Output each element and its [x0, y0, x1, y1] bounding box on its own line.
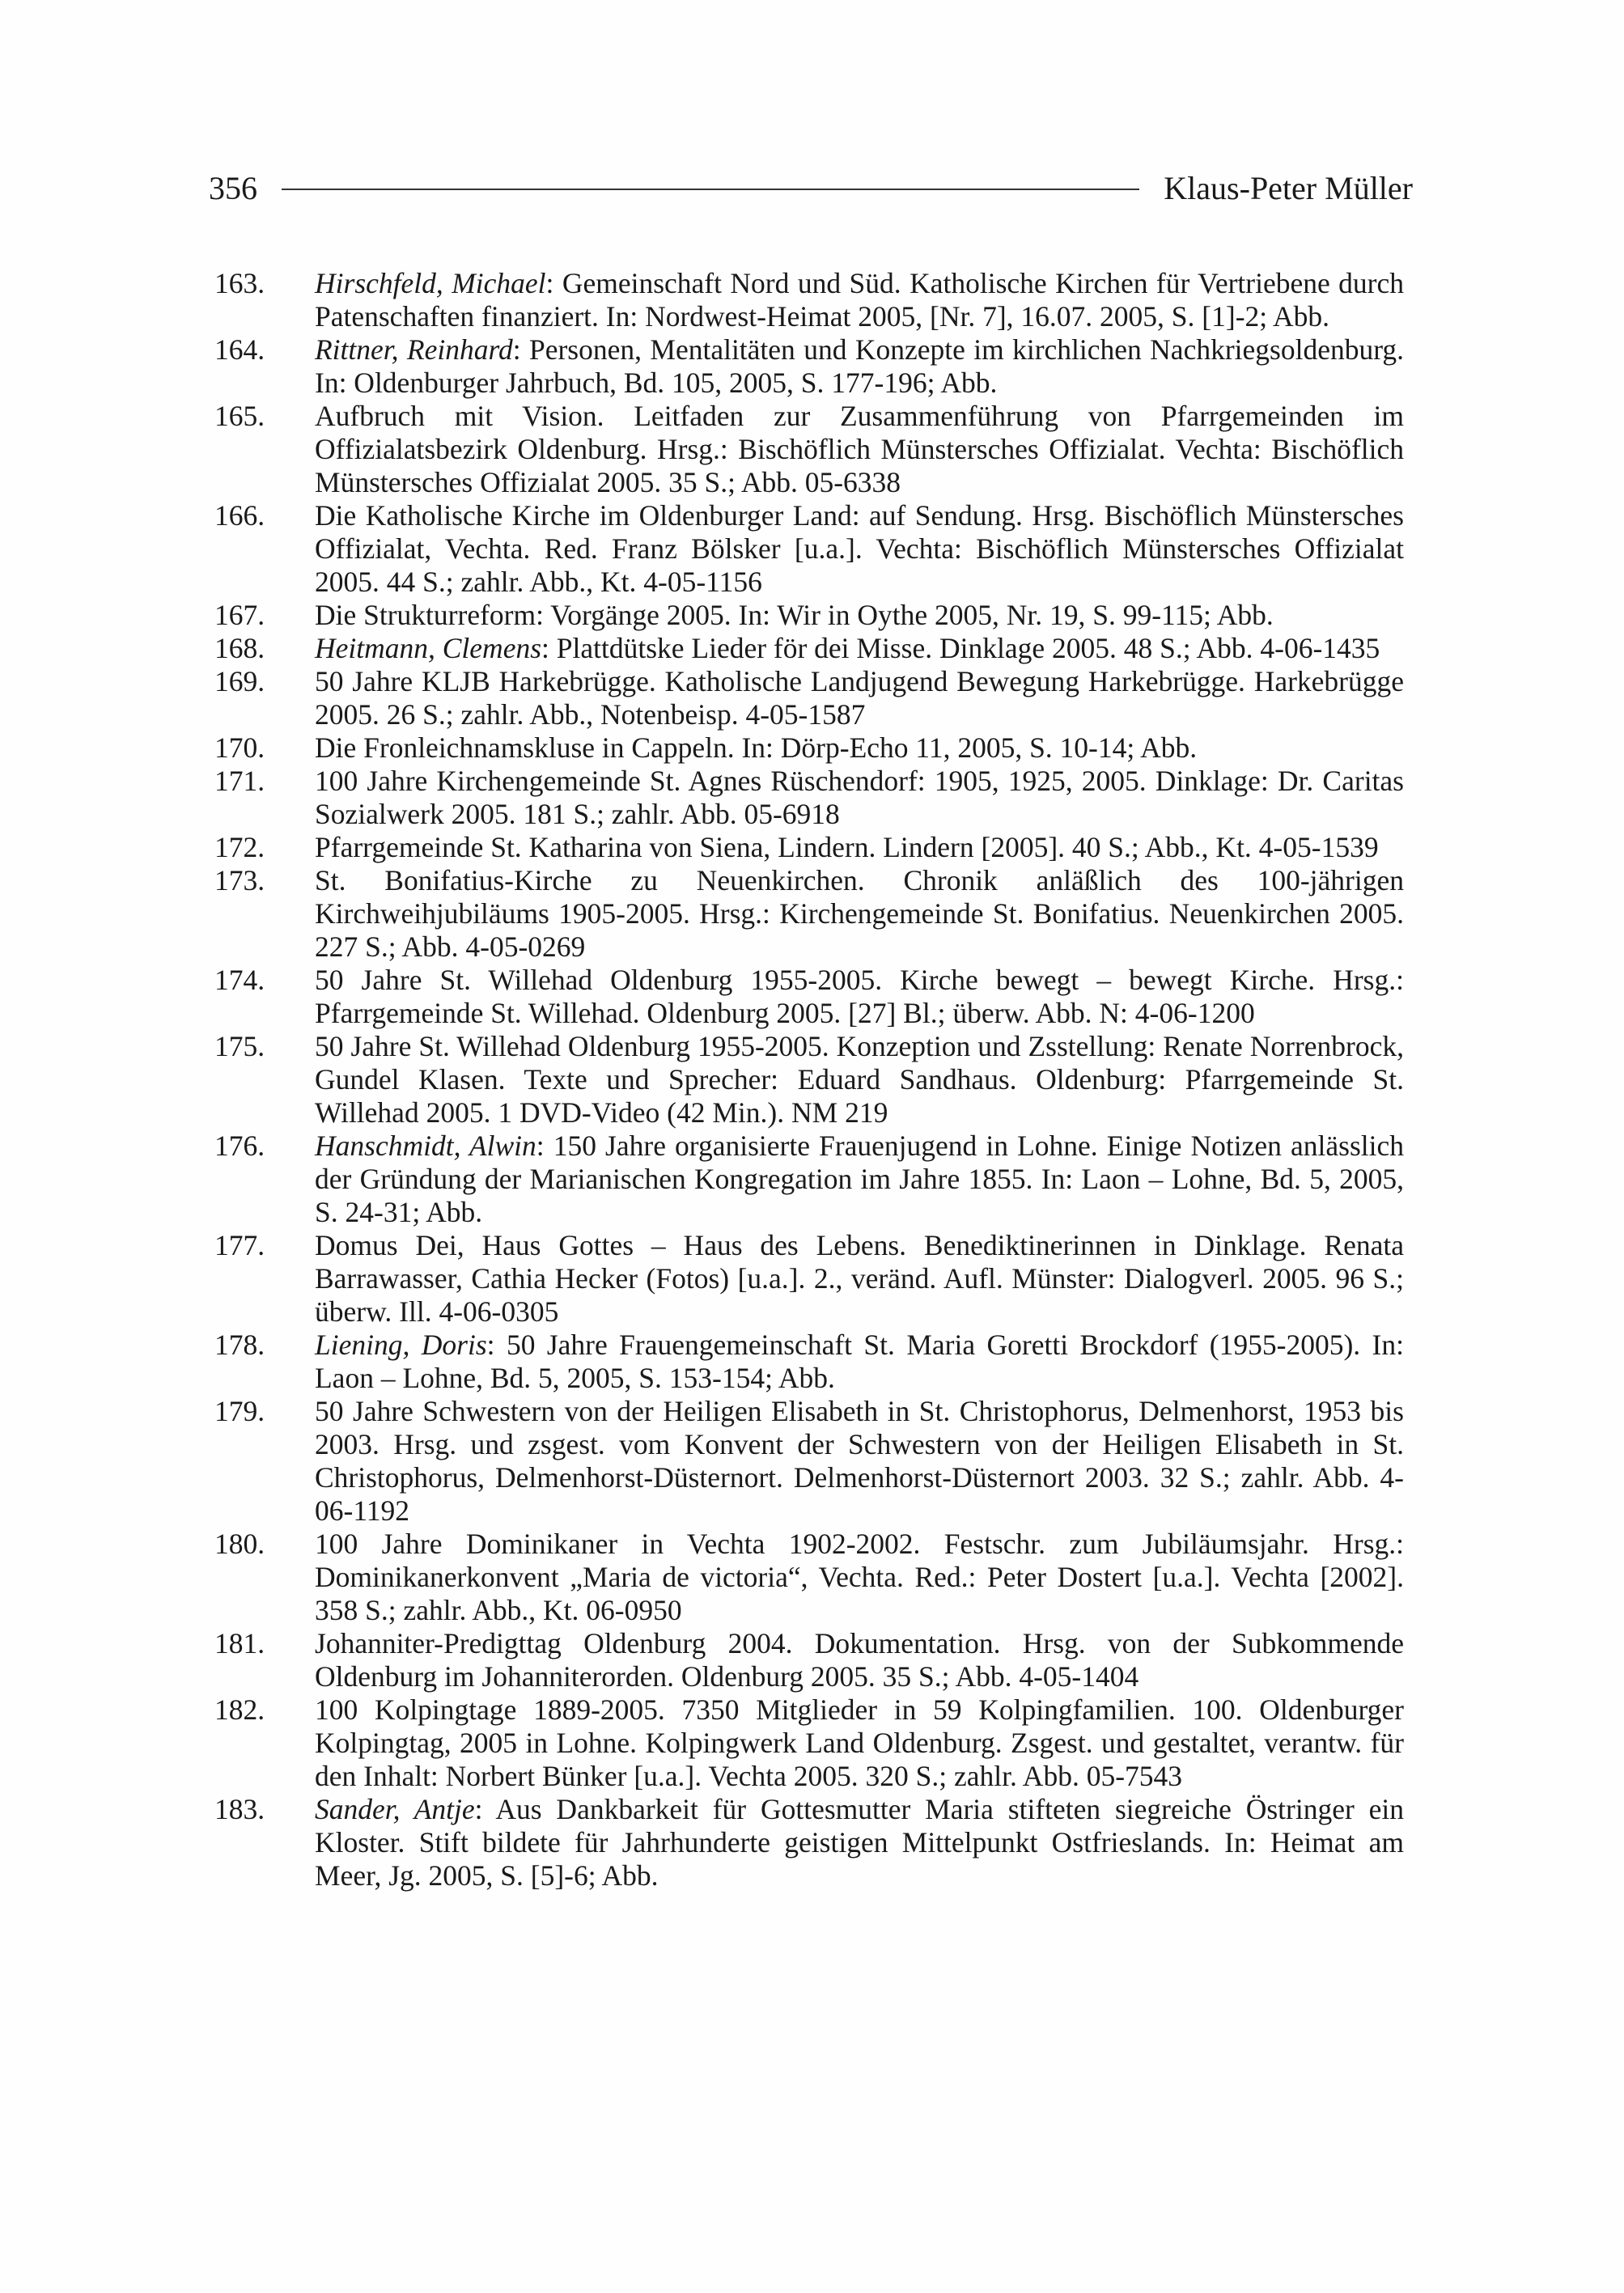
entry-description: Die Strukturreform: Vorgänge 2005. In: Wir in Oythe 2005, Nr. 19, S. 99-115; Abb. — [315, 599, 1274, 631]
entry-text — [315, 267, 1404, 333]
entry-number: 174. — [214, 964, 265, 996]
entry-text — [315, 400, 1404, 499]
bibliography-entry — [214, 1528, 1404, 1627]
entry-author: Hirschfeld, Michael — [315, 267, 546, 299]
bibliography-entry — [214, 1229, 1404, 1329]
entry-text — [315, 632, 1404, 665]
entry-text — [315, 1528, 1404, 1627]
entry-text — [315, 499, 1404, 599]
entry-number: 164. — [214, 333, 265, 366]
entry-text — [315, 1329, 1404, 1395]
entry-number: 169. — [214, 665, 265, 697]
bibliography-list — [214, 267, 1404, 1892]
entry-number: 165. — [214, 400, 265, 432]
entry-number: 176. — [214, 1130, 265, 1162]
entry-description: 100 Jahre Dominikaner in Vechta 1902-2002. Festschr. zum Jubiläumsjahr. Hrsg.: Dominikanerkonvent „Maria de victoria“, Vechta. Red.: Peter Dostert [u.a.]. Vechta [2002]. 358 S.; zahlr. Abb., Kt. 06-0950 — [315, 1528, 1404, 1626]
bibliography-entry — [214, 400, 1404, 499]
entry-text — [315, 831, 1404, 864]
entry-text — [315, 1030, 1404, 1130]
entry-description: : Gemeinschaft Nord und Süd. Katholische Kirchen für Vertriebene durch Patenschaften finanziert. In: Nordwest-Heimat 2005, [Nr. 7], 16.07. 2005, S. [1]-2; Abb. — [315, 267, 1404, 333]
entry-number: 182. — [214, 1693, 265, 1726]
bibliography-entry — [214, 599, 1404, 632]
entry-number: 167. — [214, 599, 265, 631]
entry-number: 180. — [214, 1528, 265, 1560]
entry-number: 172. — [214, 831, 265, 863]
bibliography-entry — [214, 1627, 1404, 1693]
bibliography-entry — [214, 1130, 1404, 1229]
entry-description: : 150 Jahre organisierte Frauenjugend in Lohne. Einige Notizen anlässlich der Gründung der Marianischen Kongregation im Jahre 1855. In: Laon – Lohne, Bd. 5, 2005, S. 24-31; Abb. — [315, 1130, 1404, 1228]
header-rule — [282, 189, 1139, 190]
entry-number: 168. — [214, 632, 265, 664]
entry-text — [315, 765, 1404, 831]
entry-text — [315, 864, 1404, 964]
entry-text — [315, 964, 1404, 1030]
entry-number: 170. — [214, 731, 265, 764]
entry-author: Sander, Antje — [315, 1793, 475, 1825]
entry-description: Johanniter-Predigttag Oldenburg 2004. Dokumentation. Hrsg. von der Subkommende Oldenburg im Johanniterorden. Oldenburg 2005. 35 S.; Abb. 4-05-1404 — [315, 1627, 1404, 1693]
entry-number: 177. — [214, 1229, 265, 1261]
bibliography-entry — [214, 1030, 1404, 1130]
bibliography-entry — [214, 964, 1404, 1030]
entry-author: Liening, Doris — [315, 1329, 487, 1361]
entry-text — [315, 1693, 1404, 1793]
entry-text — [315, 599, 1404, 632]
entry-description: 100 Kolpingtage 1889-2005. 7350 Mitglieder in 59 Kolpingfamilien. 100. Oldenburger Kolpingtag, 2005 in Lohne. Kolpingwerk Land Oldenburg. Zsgest. und gestaltet, verantw. für den Inhalt: Norbert Bünker [u.a.]. Vechta 2005. 320 S.; zahlr. Abb. 05-7543 — [315, 1693, 1404, 1792]
bibliography-entry — [214, 864, 1404, 964]
entry-text — [315, 731, 1404, 765]
entry-description: : Personen, Mentalitäten und Konzepte im kirchlichen Nachkriegsoldenburg. In: Oldenburger Jahrbuch, Bd. 105, 2005, S. 177-196; Abb. — [315, 333, 1405, 399]
entry-number: 178. — [214, 1329, 265, 1361]
bibliography-entry — [214, 1329, 1404, 1395]
entry-number: 175. — [214, 1030, 265, 1062]
entry-description: Die Katholische Kirche im Oldenburger Land: auf Sendung. Hrsg. Bischöflich Münstersches Offizialat, Vechta. Red. Franz Bölsker [u.a.]. Vechta: Bischöflich Münstersches Offizialat 2005. 44 S.; zahlr. Abb., Kt. 4-05-1156 — [315, 499, 1404, 598]
entry-description: Pfarrgemeinde St. Katharina von Siena, Lindern. Lindern [2005]. 40 S.; Abb., Kt. 4-05-1539 — [315, 831, 1379, 863]
entry-description: St. Bonifatius-Kirche zu Neuenkirchen. Chronik anläßlich des 100-jährigen Kirchweihjubiläums 1905-2005. Hrsg.: Kirchengemeinde St. Bonifatius. Neuenkirchen 2005. 227 S.; Abb. 4-05-0269 — [315, 864, 1404, 963]
entry-number: 163. — [214, 267, 265, 299]
bibliography-entry — [214, 632, 1404, 665]
entry-description: : 50 Jahre Frauengemeinschaft St. Maria Goretti Brockdorf (1955-2005). In: Laon – Lohne, Bd. 5, 2005, S. 153-154; Abb. — [315, 1329, 1404, 1394]
bibliography-entry — [214, 267, 1404, 333]
page-header — [209, 165, 1413, 210]
entry-number: 179. — [214, 1395, 265, 1427]
entry-description: 50 Jahre St. Willehad Oldenburg 1955-2005. Konzeption und Zsstellung: Renate Norrenbrock, Gundel Klasen. Texte und Sprecher: Eduard Sandhaus. Oldenburg: Pfarrgemeinde St. Willehad 2005. 1 DVD-Video (42 Min.). NM 219 — [315, 1030, 1404, 1129]
bibliography-entry — [214, 499, 1404, 599]
entry-text — [315, 1793, 1404, 1892]
bibliography-entry — [214, 1793, 1404, 1892]
entry-description: Die Fronleichnamskluse in Cappeln. In: Dörp-Echo 11, 2005, S. 10-14; Abb. — [315, 731, 1198, 764]
entry-text — [315, 1395, 1404, 1528]
entry-author: Rittner, Reinhard — [315, 333, 513, 366]
entry-author: Heitmann, Clemens — [315, 632, 542, 664]
entry-number: 173. — [214, 864, 265, 896]
entry-description: 50 Jahre Schwestern von der Heiligen Elisabeth in St. Christophorus, Delmenhorst, 1953 bis 2003. Hrsg. und zsgest. vom Konvent der Schwestern von der Heiligen Elisabeth in St. Christophorus, Delmenhorst-Düsternort. Delmenhorst-Düsternort 2003. 32 S.; zahlr. Abb. 4-06-1192 — [315, 1395, 1404, 1527]
bibliography-entry — [214, 333, 1404, 400]
bibliography-entry — [214, 665, 1404, 731]
entry-number: 171. — [214, 765, 265, 797]
entry-text — [315, 1229, 1404, 1329]
entry-text — [315, 665, 1404, 731]
bibliography-entry — [214, 731, 1404, 765]
bibliography-entry — [214, 765, 1404, 831]
bibliography-entry — [214, 1693, 1404, 1793]
entry-description: Domus Dei, Haus Gottes – Haus des Lebens. Benediktinerinnen in Dinklage. Renata Barrawasser, Cathia Hecker (Fotos) [u.a.]. 2., veränd. Aufl. Münster: Dialogverl. 2005. 96 S.; überw. Ill. 4-06-0305 — [315, 1229, 1404, 1328]
entry-text — [315, 1130, 1404, 1229]
entry-text — [315, 333, 1404, 400]
bibliography-entry — [214, 831, 1404, 864]
entry-description: 50 Jahre St. Willehad Oldenburg 1955-2005. Kirche bewegt – bewegt Kirche. Hrsg.: Pfarrgemeinde St. Willehad. Oldenburg 2005. [27] Bl.; überw. Abb. N: 4-06-1200 — [315, 964, 1404, 1029]
entry-description: 50 Jahre KLJB Harkebrügge. Katholische Landjugend Bewegung Harkebrügge. Harkebrügge 2005. 26 S.; zahlr. Abb., Notenbeisp. 4-05-1587 — [315, 665, 1404, 731]
entry-number: 181. — [214, 1627, 265, 1659]
entry-description: Aufbruch mit Vision. Leitfaden zur Zusammenführung von Pfarrgemeinden im Offizialatsbezirk Oldenburg. Hrsg.: Bischöflich Münstersches Offizialat. Vechta: Bischöflich Münstersches Offizialat 2005. 35 S.; Abb. 05-6338 — [315, 400, 1404, 498]
entry-description: : Plattdütske Lieder för dei Misse. Dinklage 2005. 48 S.; Abb. 4-06-1435 — [541, 632, 1380, 664]
entry-description: : Aus Dankbarkeit für Gottesmutter Maria stifteten siegreiche Östringer ein Kloster. Stift bildete für Jahrhunderte geistigen Mittelpunkt Ostfrieslands. In: Heimat am Meer, Jg. 2005, S. [5]-6; Abb. — [315, 1793, 1404, 1892]
entry-description: 100 Jahre Kirchengemeinde St. Agnes Rüschendorf: 1905, 1925, 2005. Dinklage: Dr. Caritas Sozialwerk 2005. 181 S.; zahlr. Abb. 05-6918 — [315, 765, 1404, 830]
bibliography-entry — [214, 1395, 1404, 1528]
entry-number: 166. — [214, 499, 265, 532]
running-head-author: Klaus-Peter Müller — [1164, 169, 1413, 206]
entry-number: 183. — [214, 1793, 265, 1825]
page-number: 356 — [209, 169, 257, 206]
entry-author: Hanschmidt, Alwin — [315, 1130, 536, 1162]
entry-text — [315, 1627, 1404, 1693]
